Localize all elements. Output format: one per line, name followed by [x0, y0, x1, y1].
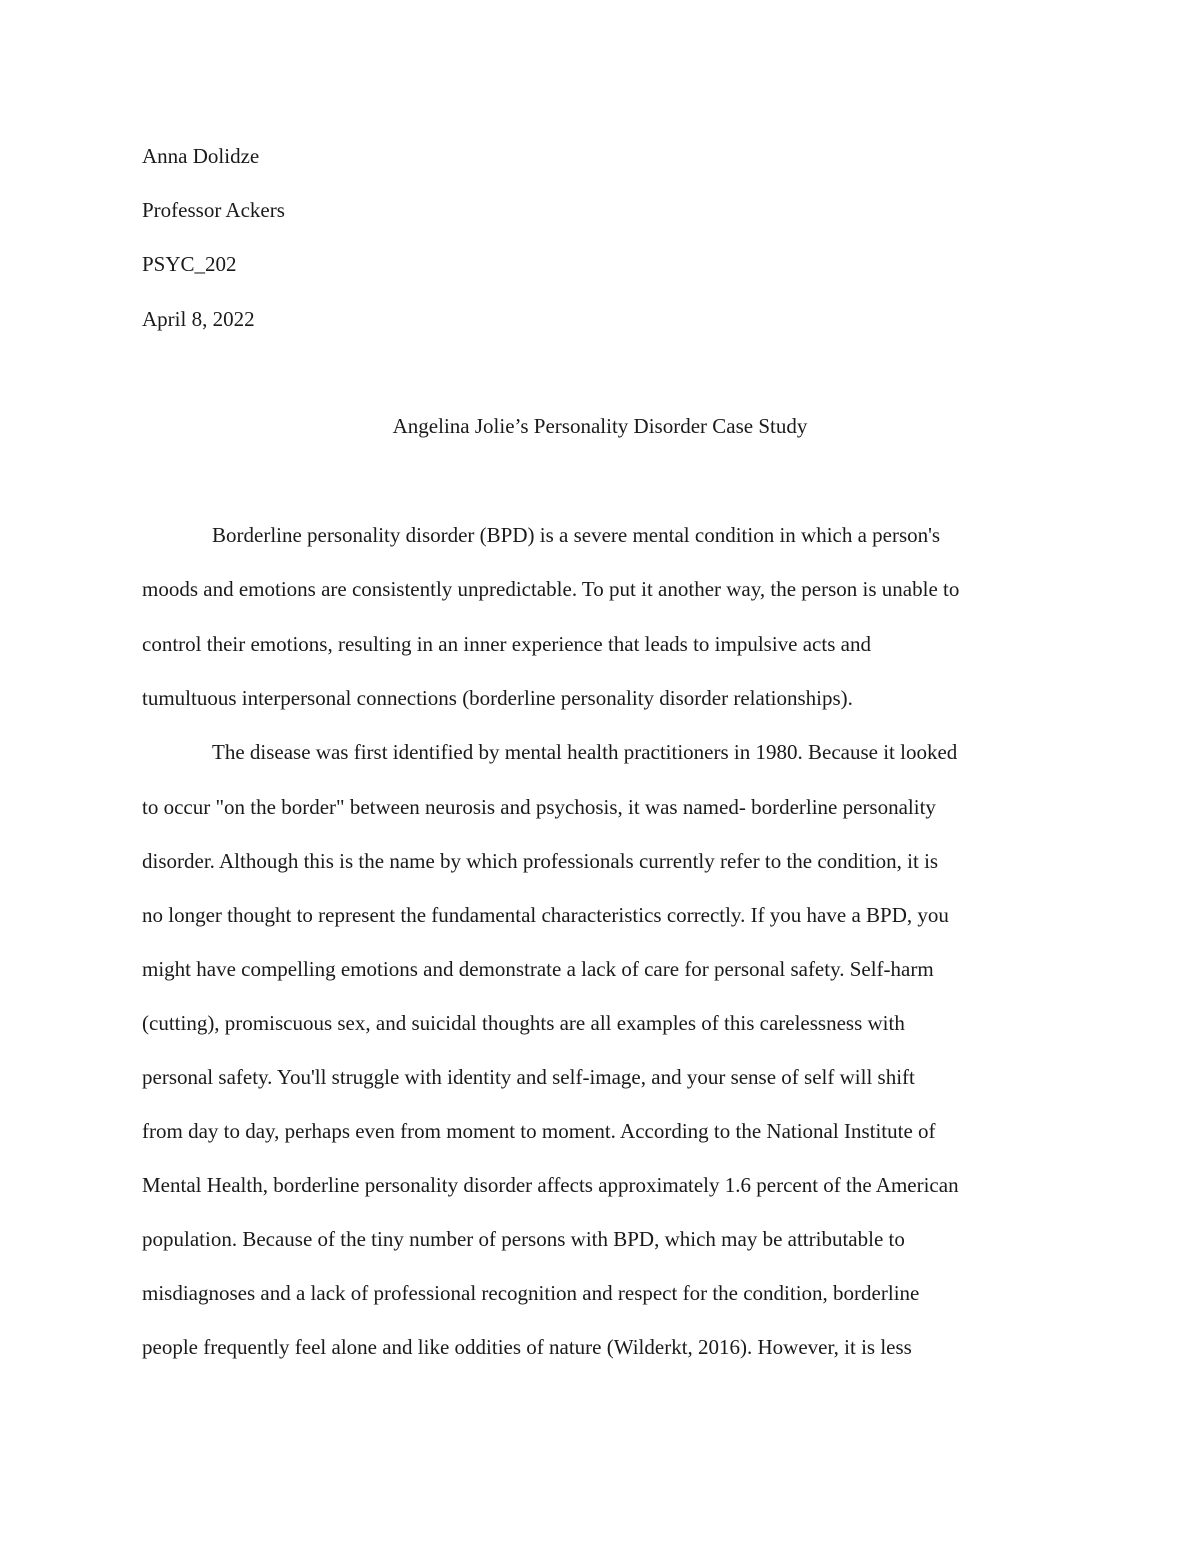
paragraph-line: personal safety. You'll struggle with identity and self-image, and your sense of self will shift [142, 1065, 915, 1089]
paragraph-line: disorder. Although this is the name by which professionals currently refer to the condition, it is [142, 849, 939, 873]
paragraph-line: from day to day, perhaps even from moment to moment. According to the National Institute of [142, 1119, 936, 1143]
instructor-name: Professor Ackers [142, 198, 285, 222]
paragraph-line: Mental Health, borderline personality disorder affects approximately 1.6 percent of the American [142, 1173, 959, 1197]
paragraph-line: no longer thought to represent the fundamental characteristics correctly. If you have a BPD, you [142, 903, 949, 927]
paragraph-line: population. Because of the tiny number of persons with BPD, which may be attributable to [142, 1227, 905, 1251]
document-date: April 8, 2022 [142, 307, 255, 331]
paragraph-line: The disease was first identified by mental health practitioners in 1980. Because it looked [212, 740, 958, 764]
paragraph-line: misdiagnoses and a lack of professional recognition and respect for the condition, borderline [142, 1281, 920, 1305]
paragraph-line: to occur "on the border" between neurosis and psychosis, it was named- borderline personality [142, 795, 936, 819]
paper-title: Angelina Jolie’s Personality Disorder Case Study [392, 414, 808, 438]
paragraph-line: Borderline personality disorder (BPD) is a severe mental condition in which a person's [212, 523, 941, 547]
author-name: Anna Dolidze [142, 144, 260, 168]
course-code: PSYC_202 [142, 252, 237, 276]
paragraph-line: tumultuous interpersonal connections (borderline personality disorder relationships). [142, 686, 853, 710]
paragraph-line: control their emotions, resulting in an inner experience that leads to impulsive acts and [142, 632, 871, 656]
paragraph-line: might have compelling emotions and demonstrate a lack of care for personal safety. Self-harm [142, 957, 934, 981]
paragraph-line: (cutting), promiscuous sex, and suicidal thoughts are all examples of this carelessness with [142, 1011, 905, 1035]
paragraph-line: moods and emotions are consistently unpredictable. To put it another way, the person is unable to [142, 577, 960, 601]
paragraph-line: people frequently feel alone and like oddities of nature (Wilderkt, 2016). However, it is less [142, 1335, 912, 1359]
